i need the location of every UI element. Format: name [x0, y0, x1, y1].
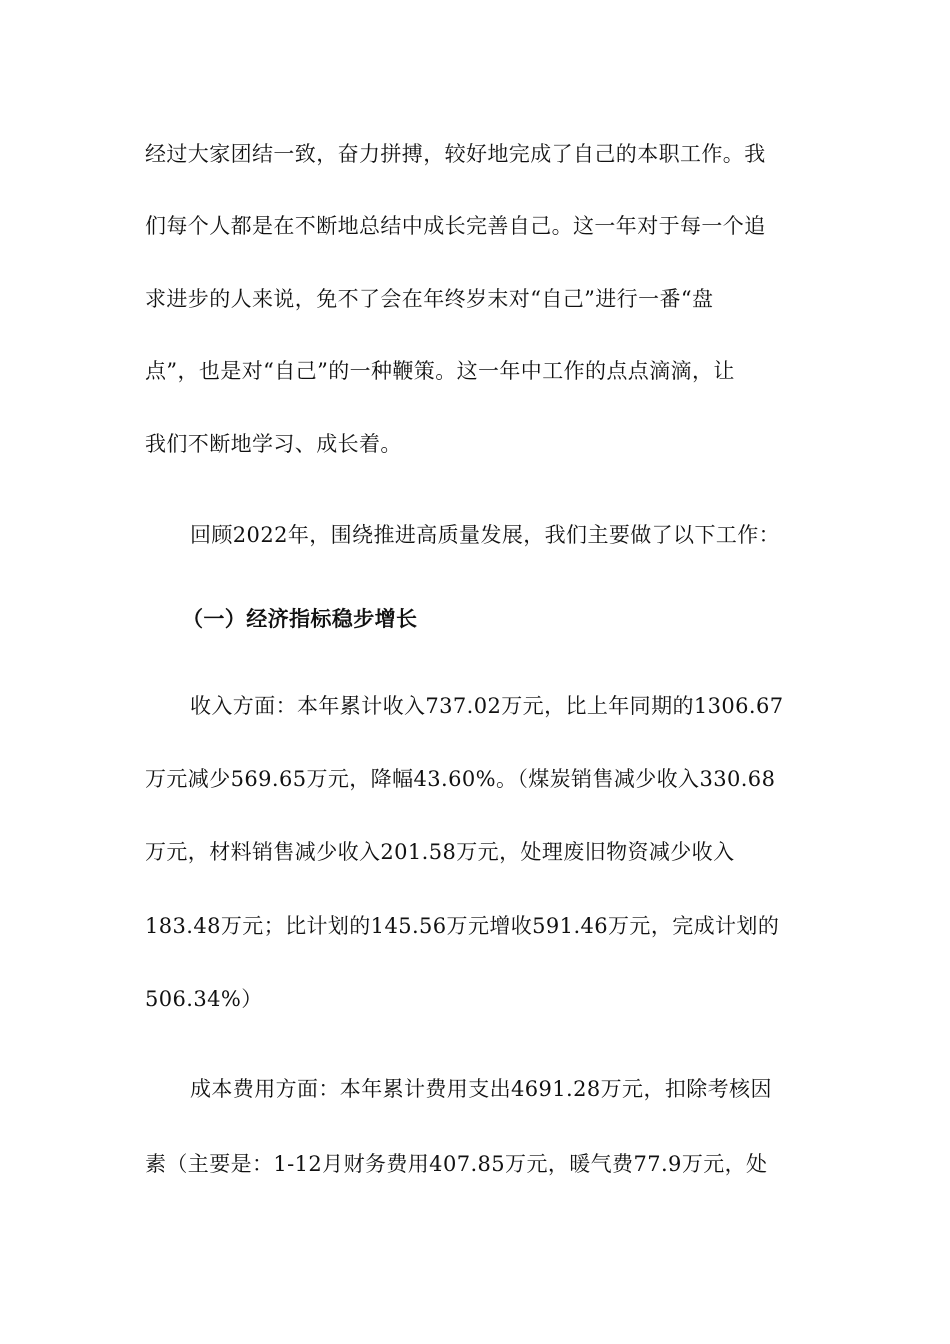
paragraph-line: 183.48万元；比计划的145.56万元增收591.46万元，完成计划的 [145, 914, 780, 938]
paragraph-line: 点”，也是对“自己”的一种鞭策。这一年中工作的点点滴滴，让 [145, 359, 735, 383]
paragraph-line: 成本费用方面：本年累计费用支出4691.28万元，扣除考核因 [190, 1077, 772, 1101]
section-heading: （一）经济指标稳步增长 [182, 606, 418, 631]
paragraph-line: 们每个人都是在不断地总结中成长完善自己。这一年对于每一个追 [145, 214, 766, 238]
paragraph-line: 求进步的人来说，免不了会在年终岁末对“自己”进行一番“盘 [145, 287, 714, 311]
paragraph-line: 506.34%） [145, 987, 263, 1011]
paragraph-line: 我们不断地学习、成长着。 [145, 432, 402, 456]
paragraph-line: 万元减少569.65万元，降幅43.60%。（煤炭销售减少收入330.68 [145, 767, 776, 791]
paragraph-line: 素（主要是：1-12月财务费用407.85万元，暖气费77.9万元，处 [145, 1152, 768, 1176]
paragraph-line: 万元，材料销售减少收入201.58万元，处理废旧物资减少收入 [145, 840, 735, 864]
paragraph-line: 回顾2022年，围绕推进高质量发展，我们主要做了以下工作： [190, 523, 781, 547]
paragraph-line: 收入方面：本年累计收入737.02万元，比上年同期的1306.67 [190, 694, 784, 718]
paragraph-line: 经过大家团结一致，奋力拼搏，较好地完成了自己的本职工作。我 [145, 142, 766, 166]
